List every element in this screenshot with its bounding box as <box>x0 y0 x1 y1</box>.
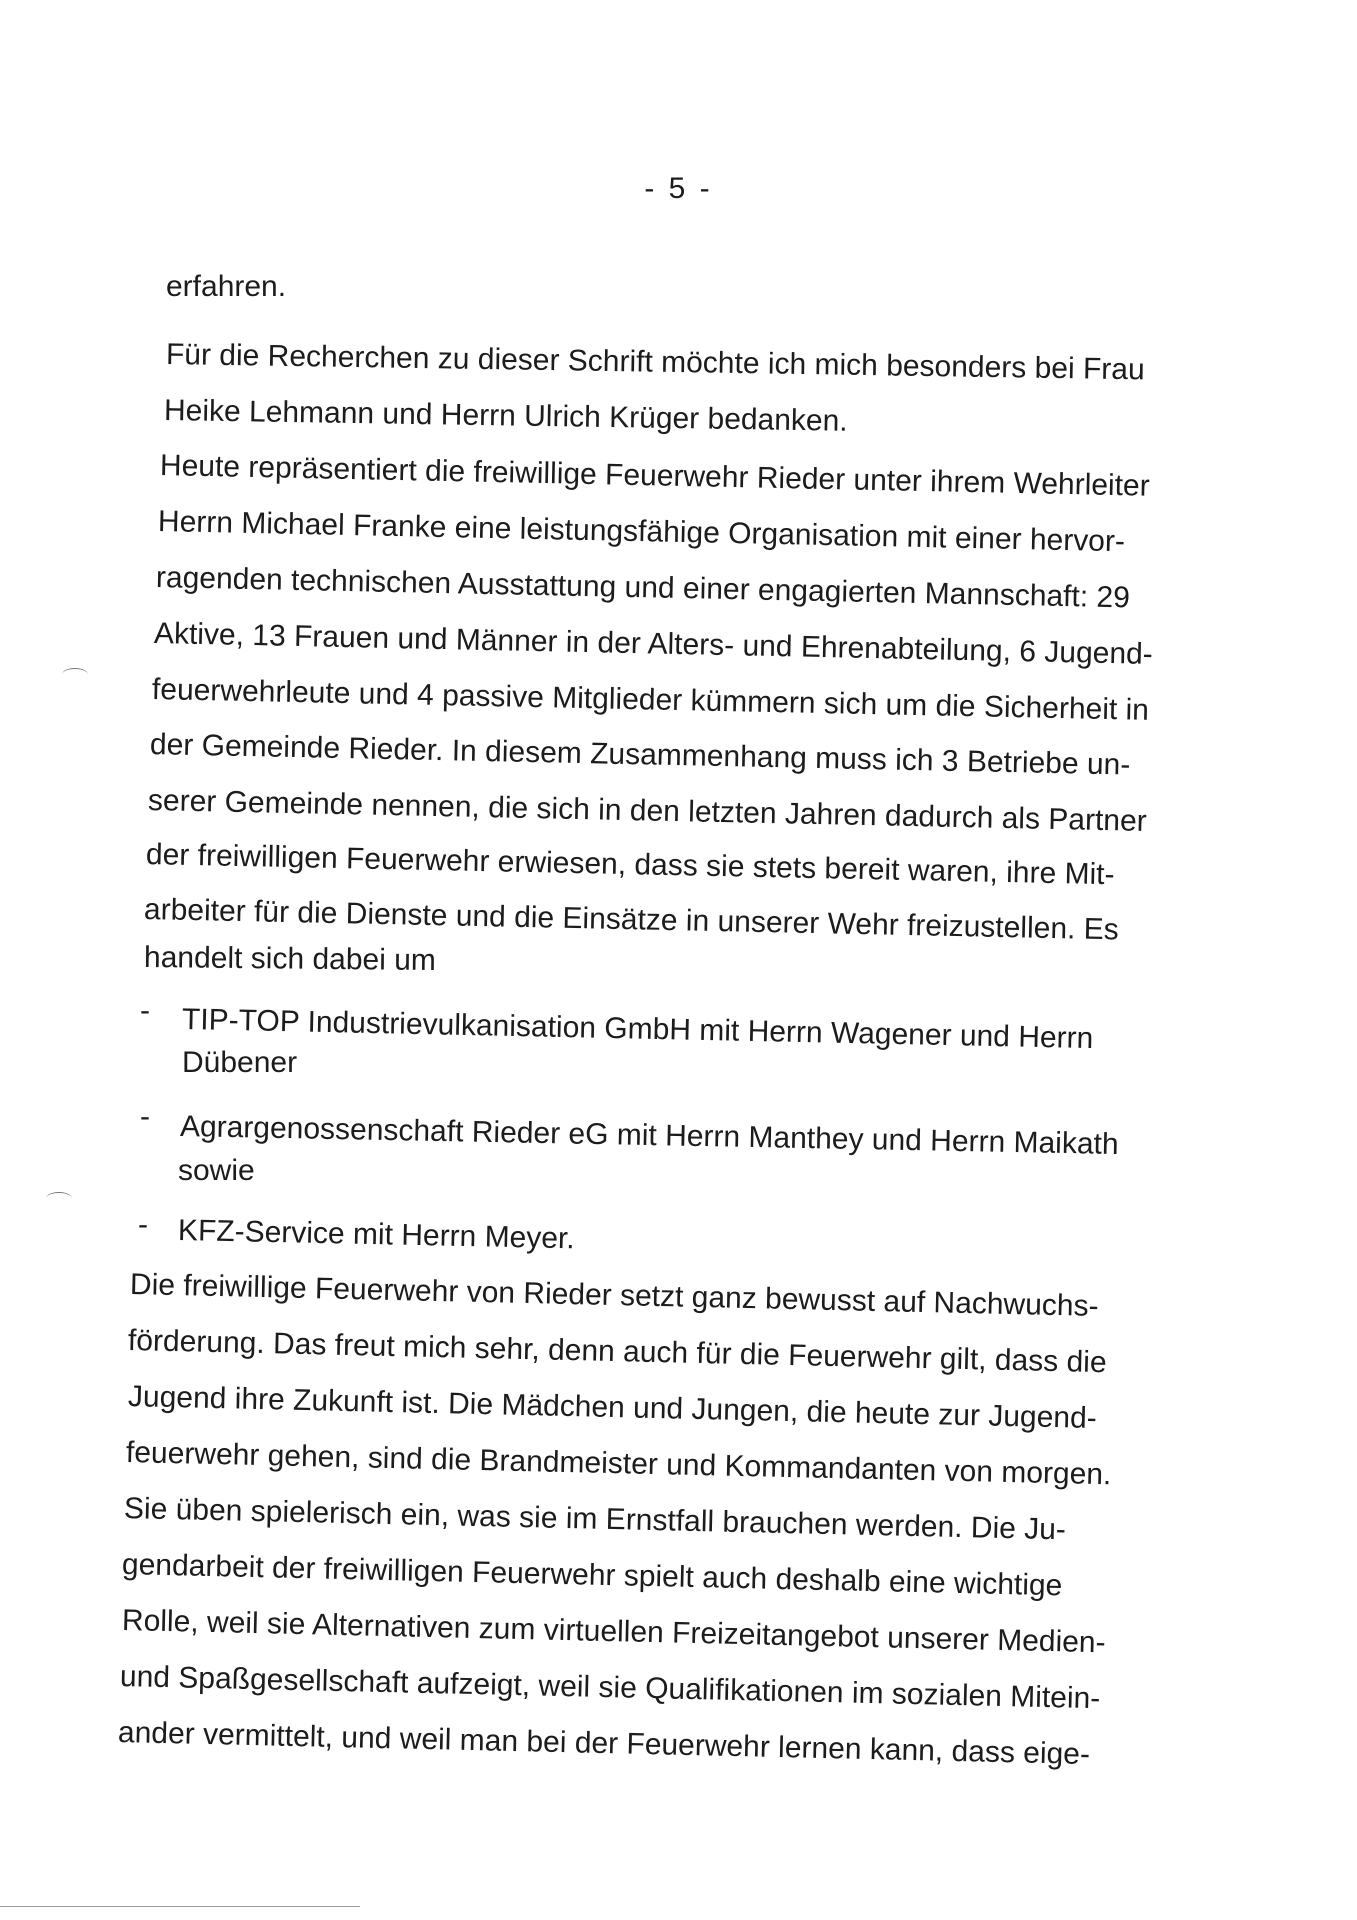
text-line: ander vermittelt, und weil man bei der Feuerwehr lernen kann, dass eige- <box>117 1716 1091 1772</box>
text-line: und Spaßgesellschaft aufzeigt, weil sie Qualifikationen im sozialen Mitein- <box>119 1660 1101 1716</box>
text-line: der Gemeinde Rieder. In diesem Zusammenhang muss ich 3 Betriebe un- <box>149 728 1131 782</box>
text-line: feuerwehrleute und 4 passive Mitglieder kümmern sich um die Sicherheit in <box>151 673 1150 727</box>
scan-edge-line <box>0 1906 360 1907</box>
text-line: Herrn Michael Franke eine leistungsfähige Organisation mit einer hervor- <box>157 505 1126 559</box>
text-line: Die freiwillige Feuerwehr von Rieder setzt ganz bewusst auf Nachwuchs- <box>129 1268 1099 1323</box>
text-line: erfahren. <box>166 270 287 303</box>
margin-mark <box>62 668 88 681</box>
text-line: Sie üben spielerisch ein, was sie im Ernstfall brauchen werden. Die Ju- <box>123 1492 1067 1547</box>
bullet-dash: - <box>140 1100 150 1133</box>
text-line: Jugend ihre Zukunft ist. Die Mädchen und Jungen, die heute zur Jugend- <box>127 1380 1098 1435</box>
list-item: Agrargenossenschaft Rieder eG mit Herrn Manthey und Herrn Maikath <box>179 1110 1119 1162</box>
text-line: handelt sich dabei um <box>143 941 437 978</box>
bullet-dash: - <box>140 994 150 1027</box>
margin-mark <box>46 1192 72 1205</box>
text-line: Für die Recherchen zu dieser Schrift möchte ich mich besonders bei Frau <box>165 338 1145 387</box>
text-line: ragenden technischen Ausstattung und einer engagierten Mannschaft: 29 <box>155 561 1131 615</box>
text-line: förderung. Das freut mich sehr, denn auch für die Feuerwehr gilt, dass die <box>127 1324 1107 1380</box>
text-line: arbeiter für die Dienste und die Einsätze in unserer Wehr freizustellen. Es <box>143 893 1120 947</box>
page-number: - 5 - <box>644 172 713 205</box>
list-item: TIP-TOP Industrievulkanisation GmbH mit Herrn Wagener und Herrn <box>181 1003 1094 1056</box>
text-line: serer Gemeinde nennen, die sich in den letzten Jahren dadurch als Partner <box>147 784 1148 838</box>
text-line: der freiwilligen Feuerwehr erwiesen, dass sie stets bereit waren, ihre Mit- <box>145 838 1115 892</box>
list-item-continuation: Dübener <box>182 1046 298 1079</box>
text-line: Aktive, 13 Frauen und Männer in der Alters- und Ehrenabteilung, 6 Jugend- <box>153 617 1154 671</box>
list-item-continuation: sowie <box>178 1154 255 1187</box>
bullet-dash: - <box>138 1208 148 1241</box>
list-item: KFZ-Service mit Herrn Meyer. <box>177 1214 576 1256</box>
text-line: gendarbeit der freiwilligen Feuerwehr spielt auch deshalb eine wichtige <box>121 1548 1063 1603</box>
text-line: Rolle, weil sie Alternativen zum virtuellen Freizeitangebot unserer Medien- <box>121 1604 1106 1660</box>
text-line: Heute repräsentiert die freiwillige Feuerwehr Rieder unter ihrem Wehrleiter <box>159 449 1151 503</box>
text-line: Heike Lehmann und Herrn Ulrich Krüger bedanken. <box>163 394 848 438</box>
text-line: feuerwehr gehen, sind die Brandmeister und Kommandanten von morgen. <box>125 1436 1112 1492</box>
